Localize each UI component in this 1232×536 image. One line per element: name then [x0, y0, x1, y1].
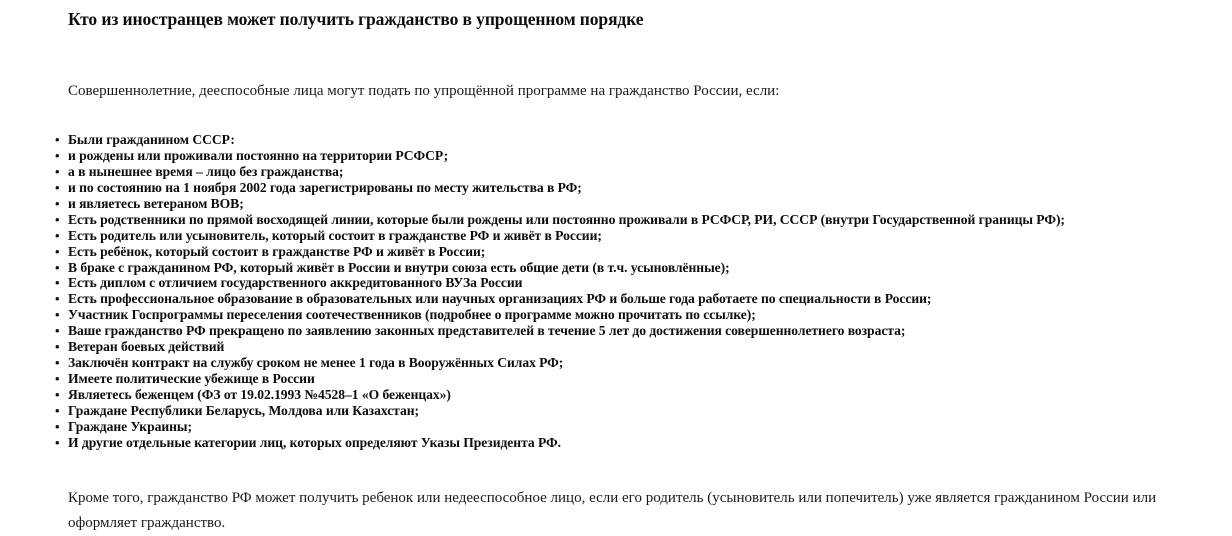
list-item — [55, 307, 1065, 323]
outro-paragraph: Кроме того, гражданство РФ может получить ребенок или недееспособное лицо, если его родитель (усыновитель или попечитель) уже является гражданином России или оформляет гражданство. — [68, 490, 1157, 531]
list-item-text: а в нынешнее время – лицо без гражданства; — [68, 163, 344, 179]
list-item — [55, 275, 1065, 291]
list-item — [55, 434, 1065, 451]
list-item — [55, 291, 1065, 307]
intro-paragraph: Совершеннолетние, дееспособные лица могут подать по упрощённой программе на гражданство России, если: — [68, 83, 780, 99]
list-item-text: Являетесь беженцем (ФЗ от 19.02.1993 №4528–1 «О беженцах») — [68, 387, 451, 402]
list-item-text: Есть диплом с отличием государственного аккредитованного ВУЗа России — [68, 275, 523, 291]
article-title: Кто из иностранцев может получить гражданство в упрощенном порядке — [68, 9, 644, 29]
bullet-icon: • — [55, 132, 60, 147]
list-item — [55, 211, 1065, 228]
list-item — [55, 418, 1065, 435]
list-item — [55, 371, 1065, 387]
list-item — [55, 355, 1065, 371]
list-item — [55, 163, 1065, 180]
list-item — [55, 402, 1065, 419]
list-item — [55, 243, 1065, 260]
list-item — [55, 195, 1065, 212]
bullet-icon: • — [55, 211, 60, 227]
bullet-icon: • — [55, 371, 60, 387]
list-item-text: Есть ребёнок, который состоит в гражданстве РФ и живёт в России; — [68, 243, 486, 259]
bullet-icon: • — [55, 387, 60, 402]
bullet-icon: • — [55, 339, 60, 355]
list-item — [55, 179, 1065, 196]
criteria-list — [55, 132, 1065, 451]
bullet-icon: • — [55, 434, 60, 450]
list-item-text: Граждане Украины; — [68, 418, 192, 434]
bullet-icon: • — [55, 163, 60, 179]
list-item-text: и по состоянию на 1 ноября 2002 года зарегистрированы по месту жительства в РФ; — [68, 179, 582, 195]
list-item-text: Имеете политические убежище в России — [68, 371, 315, 387]
list-item — [55, 132, 1065, 148]
bullet-icon: • — [55, 243, 60, 259]
bullet-icon: • — [55, 227, 60, 243]
bullet-icon: • — [55, 259, 60, 275]
bullet-icon: • — [55, 307, 60, 323]
list-item-text: Ветеран боевых действий — [68, 339, 225, 355]
list-item-text: Участник Госпрограммы переселения соотечественников (подробнее о программе можно прочитать по ссылке); — [68, 307, 756, 323]
list-item — [55, 259, 1065, 276]
bullet-icon: • — [55, 418, 60, 434]
bullet-icon: • — [55, 275, 60, 291]
list-item-text: и рождены или проживали постоянно на территории РСФСР; — [68, 147, 449, 163]
bullet-icon: • — [55, 179, 60, 195]
list-item-text: и являетесь ветераном ВОВ; — [68, 195, 244, 211]
bullet-icon: • — [55, 355, 60, 371]
list-item-text: И другие отдельные категории лиц, которых определяют Указы Президента РФ. — [68, 434, 561, 450]
list-item — [55, 339, 1065, 355]
list-item — [55, 323, 1065, 339]
bullet-icon: • — [55, 402, 60, 418]
list-item-text: Ваше гражданство РФ прекращено по заявлению законных представителей в течение 5 лет до достижения совершеннолетнего возраста; — [68, 323, 906, 339]
list-item-text: Граждане Республики Беларусь, Молдова или Казахстан; — [68, 402, 419, 418]
bullet-icon: • — [55, 291, 60, 307]
list-item-text: В браке с гражданином РФ, который живёт в России и внутри союза есть общие дети (в т.ч. усыновлённые); — [68, 259, 730, 275]
list-item-text: Есть профессиональное образование в образовательных или научных организациях РФ и больше года работаете по специальности в России; — [68, 291, 932, 307]
list-item-text: Заключён контракт на службу сроком не менее 1 года в Вооружённых Силах РФ; — [68, 355, 564, 371]
bullet-icon: • — [55, 147, 60, 163]
bullet-icon: • — [55, 323, 60, 339]
list-item-text: Есть родитель или усыновитель, который состоит в гражданстве РФ и живёт в России; — [68, 227, 602, 243]
bullet-icon: • — [55, 195, 60, 211]
list-item — [55, 227, 1065, 244]
list-item-text: Есть родственники по прямой восходящей линии, которые были рождены или постоянно проживали в РСФСР, РИ, СССР (внутри Государственной границы РФ); — [68, 211, 1065, 227]
list-item — [55, 147, 1065, 164]
list-item — [55, 387, 1065, 403]
list-item-text: Были гражданином СССР: — [68, 132, 235, 147]
